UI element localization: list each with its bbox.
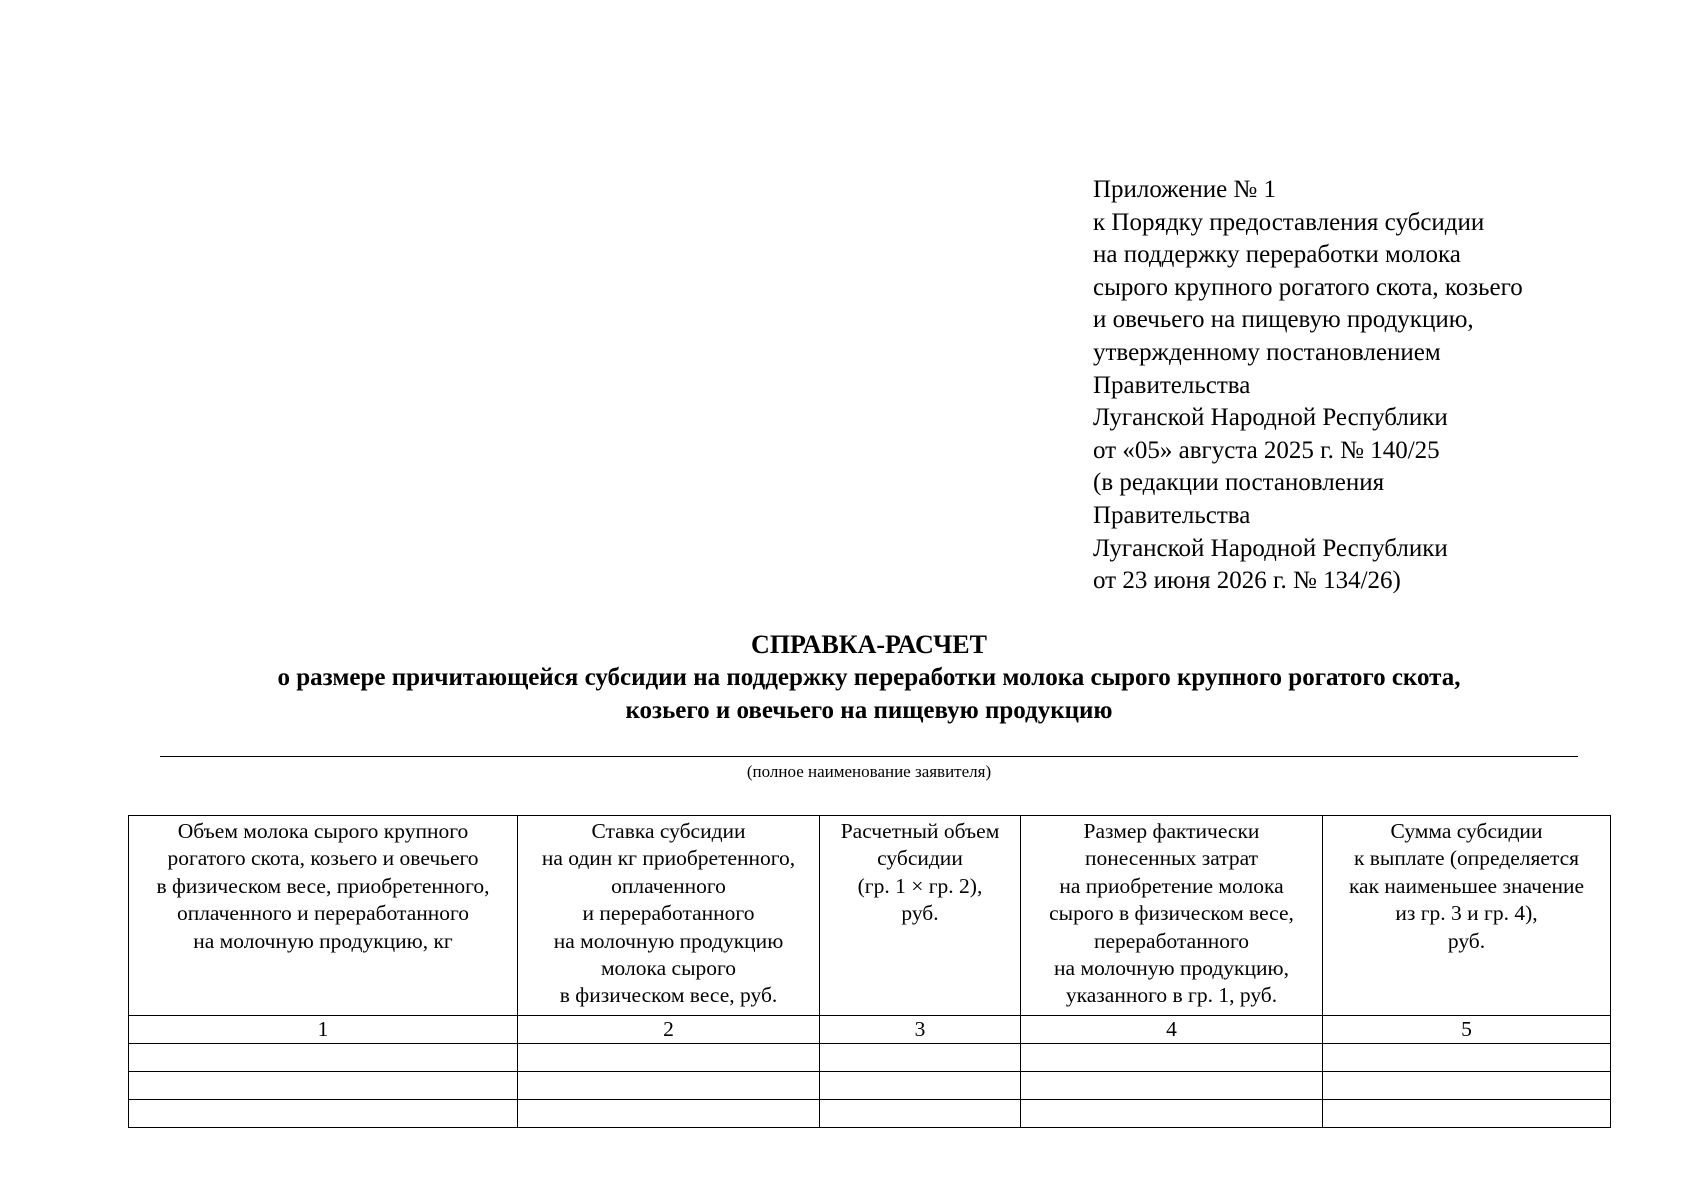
table-cell[interactable] [820, 1100, 1021, 1128]
table-cell[interactable] [518, 1100, 820, 1128]
header-line: и переработанного [582, 901, 755, 926]
appendix-line: Луганской Народной Республики [1093, 404, 1448, 432]
column-number: 4 [1021, 1016, 1323, 1044]
header-line: указанного в гр. 1, руб. [1065, 983, 1278, 1008]
table-row [129, 1100, 1611, 1128]
column-header-4 [1021, 816, 1323, 1016]
appendix-line: (в редакции постановления [1093, 469, 1385, 497]
header-line: к выплате (определяется [1353, 846, 1580, 871]
title-subtitle-line-2: козьего и овечьего на пищевую продукцию [625, 697, 1113, 724]
table-cell[interactable] [1323, 1100, 1611, 1128]
table-cell[interactable] [1323, 1072, 1611, 1100]
header-line: как наименьшее значение [1348, 873, 1585, 898]
table-row [129, 1044, 1611, 1072]
appendix-line: от «05» августа 2025 г. № 140/25 [1093, 436, 1440, 464]
header-line: Объем молока сырого крупного [177, 819, 469, 843]
appendix-line: на поддержку переработки молока [1093, 241, 1461, 269]
document-title [160, 628, 1578, 727]
column-number: 1 [129, 1016, 518, 1044]
table-cell[interactable] [1021, 1072, 1323, 1100]
table-header-row [129, 816, 1611, 1016]
applicant-name-caption: (полное наименование заявителя) [746, 762, 992, 781]
header-line: руб. [901, 901, 939, 926]
header-line: Размер фактически [1083, 819, 1260, 843]
appendix-line: к Порядку предоставления субсидии [1093, 208, 1485, 236]
header-line: из гр. 3 и гр. 4), [1395, 901, 1538, 926]
appendix-line: и овечьего на пищевую продукцию, [1093, 306, 1474, 334]
header-line: рогатого скота, козьего и овечьего [167, 846, 479, 871]
applicant-name-field[interactable] [160, 756, 1578, 757]
header-line: на молочную продукцию, [1054, 956, 1289, 981]
header-line: понесенных затрат [1084, 846, 1259, 871]
column-number: 2 [518, 1016, 820, 1044]
header-line: на приобретение молока [1059, 873, 1284, 898]
header-line: Расчетный объем [840, 819, 1000, 843]
appendix-line: сырого крупного рогатого скота, козьего [1093, 273, 1523, 301]
table-cell[interactable] [518, 1072, 820, 1100]
header-line: на молочную продукцию, кг [193, 928, 453, 953]
header-line: на один кг приобретенного, [541, 846, 796, 871]
table-cell[interactable] [518, 1044, 820, 1072]
table-cell[interactable] [820, 1044, 1021, 1072]
column-number-row [129, 1016, 1611, 1044]
title-main: СПРАВКА-РАСЧЕТ [751, 630, 987, 659]
appendix-line: утвержденному постановлением [1093, 338, 1441, 366]
header-line: оплаченного и переработанного [176, 901, 470, 926]
table-cell[interactable] [129, 1044, 518, 1072]
header-line: на молочную продукцию [553, 928, 784, 953]
appendix-block [1093, 174, 1653, 598]
column-header-3 [820, 816, 1021, 1016]
header-line: субсидии [877, 846, 963, 871]
header-line: Сумма субсидии [1390, 819, 1543, 843]
column-header-2 [518, 816, 820, 1016]
column-number: 3 [820, 1016, 1021, 1044]
header-line: в физическом весе, приобретенного, [156, 873, 490, 898]
header-line: Ставка субсидии [591, 819, 746, 843]
column-header-5 [1323, 816, 1611, 1016]
header-line: руб. [1447, 928, 1486, 953]
header-line: оплаченного [611, 873, 726, 898]
header-line: в физическом весе, руб. [559, 983, 778, 1008]
title-subtitle-line-1: о размере причитающейся субсидии на поддержку переработки молока сырого крупного рогатого скота, [277, 664, 1461, 691]
table-cell[interactable] [129, 1100, 518, 1128]
table-cell[interactable] [129, 1072, 518, 1100]
table-cell[interactable] [1323, 1044, 1611, 1072]
table-cell[interactable] [1021, 1044, 1323, 1072]
table-row [129, 1072, 1611, 1100]
table-cell[interactable] [1021, 1100, 1323, 1128]
appendix-line: Луганской Народной Республики [1093, 534, 1448, 562]
appendix-line: от 23 июня 2026 г. № 134/26) [1093, 567, 1401, 595]
header-line: переработанного [1093, 928, 1250, 953]
column-header-1 [129, 816, 518, 1016]
calculation-table [128, 815, 1611, 1128]
header-line: сырого в физическом весе, [1049, 901, 1294, 926]
column-number: 5 [1323, 1016, 1611, 1044]
appendix-line: Приложение № 1 [1093, 176, 1277, 203]
header-line: молока сырого [600, 956, 737, 981]
appendix-line: Правительства [1093, 501, 1251, 529]
header-line: (гр. 1 × гр. 2), [857, 873, 983, 898]
appendix-line: Правительства [1093, 371, 1251, 399]
table-cell[interactable] [820, 1072, 1021, 1100]
